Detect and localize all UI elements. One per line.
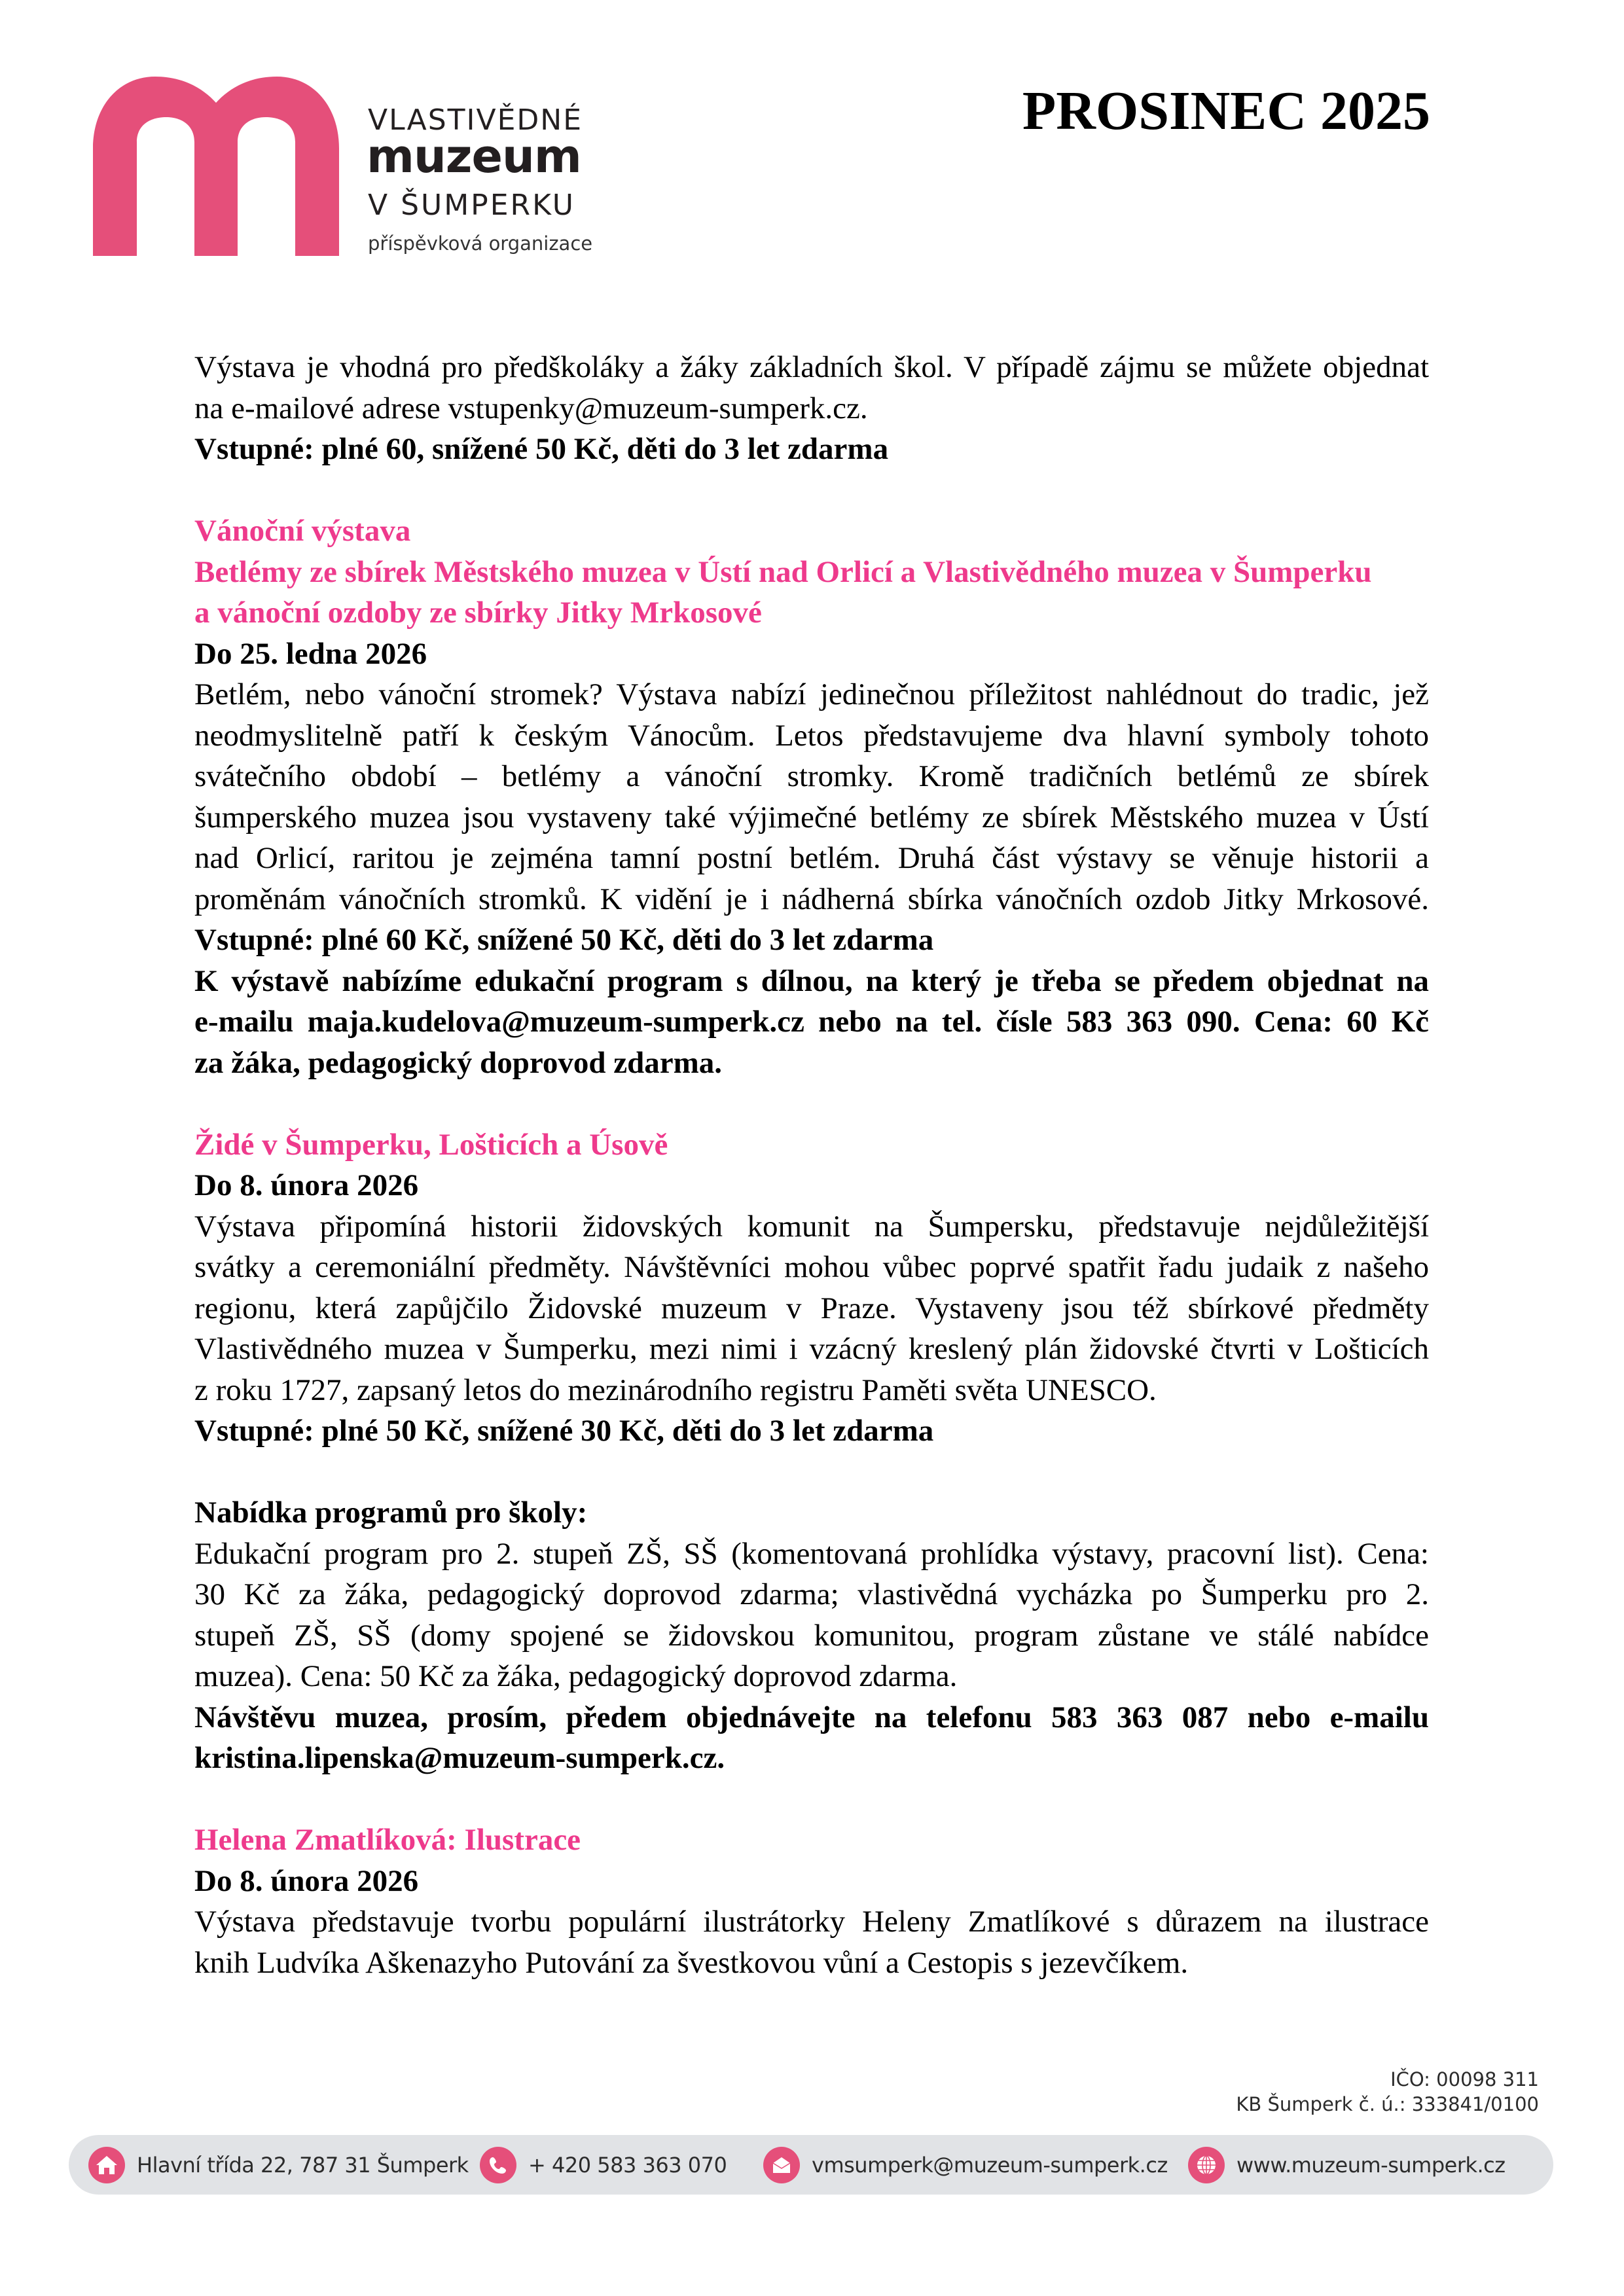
section-text-line: z roku 1727, zapsaný letos do mezinárodního registru Paměti světa UNESCO. bbox=[194, 1372, 1157, 1407]
section-heading: Helena Zmatlíková: Ilustrace bbox=[194, 1823, 581, 1857]
section-christmas-exhibition bbox=[194, 511, 1429, 1083]
section-heading: a vánoční ozdoby ze sbírky Jitky Mrkosové bbox=[194, 596, 762, 630]
section-text-line: Výstava představuje tvorbu populární ilustrátorky Heleny Zmatlíkové s důrazem na ilustrace bbox=[194, 1905, 1429, 1939]
ico-number: IČO: 00098 311 bbox=[1390, 2068, 1539, 2090]
schools-booking-line: Návštěvu muzea, prosím, předem objednávejte na telefonu 583 363 087 nebo e-mailu bbox=[194, 1700, 1429, 1734]
section-text-line: neodmyslitelně patří k českým Vánocům. Letos představujeme dva hlavní symboly tohoto bbox=[194, 718, 1429, 753]
bank-account: KB Šumperk č. ú.: 333841/0100 bbox=[1236, 2093, 1539, 2115]
section-date: Do 8. února 2026 bbox=[194, 1863, 419, 1898]
footer-phone[interactable] bbox=[480, 2135, 727, 2195]
page-title: PROSINEC 2025 bbox=[1022, 81, 1430, 141]
section-text-line: nad Orlicí, raritou je zejména tamní postní betlém. Druhá část výstavy se věnuje historii a bbox=[194, 841, 1429, 875]
footer-contact-bar bbox=[69, 2135, 1553, 2195]
section-admission: Vstupné: plné 50 Kč, snížené 30 Kč, děti do 3 let zdarma bbox=[194, 1414, 934, 1448]
section-text-line: knih Ludvíka Aškenazyho Putování za švestkovou vůní a Cestopis s jezevčíkem. bbox=[194, 1945, 1189, 1980]
section-date: Do 8. února 2026 bbox=[194, 1168, 419, 1202]
phone-text: + 420 583 363 070 bbox=[528, 2152, 727, 2178]
schools-heading: Nabídka programů pro školy: bbox=[194, 1496, 588, 1530]
section-zmatlikova-exhibition bbox=[194, 1820, 1429, 1983]
home-icon bbox=[88, 2147, 125, 2183]
phone-icon bbox=[480, 2147, 516, 2183]
museum-logo-m-icon bbox=[93, 77, 339, 256]
schools-booking-line: kristina.lipenska@muzeum-sumperk.cz. bbox=[194, 1741, 725, 1775]
schools-text-line: 30 Kč za žáka, pedagogický doprovod zdarma; vlastivědná vycházka po Šumperku pro 2. bbox=[194, 1577, 1429, 1611]
intro-line: na e-mailové adrese vstupenky@muzeum-sumperk.cz. bbox=[194, 391, 868, 425]
website-text: www.muzeum-sumperk.cz bbox=[1236, 2152, 1506, 2178]
footer-address bbox=[88, 2135, 469, 2195]
section-text-line: svátky a ceremoniální předměty. Návštěvníci mohou vůbec poprvé spatřit řadu judaik z našeho bbox=[194, 1250, 1429, 1284]
intro-line: Výstava je vhodná pro předškoláky a žáky základních škol. V případě zájmu se můžete objednat bbox=[194, 350, 1429, 384]
section-date: Do 25. ledna 2026 bbox=[194, 636, 427, 671]
footer-website[interactable] bbox=[1188, 2135, 1506, 2195]
logo-line-muzeum: muzeum bbox=[367, 130, 581, 183]
document-body bbox=[194, 347, 1429, 1983]
intro-block bbox=[194, 347, 1429, 470]
schools-text-line: muzea). Cena: 50 Kč za žáka, pedagogický doprovod zdarma. bbox=[194, 1659, 958, 1693]
section-text-line: svátečního období – betlémy a vánoční stromky. Kromě tradičních betlémů ze sbírek bbox=[194, 759, 1429, 793]
section-program-line: e-mailu maja.kudelova@muzeum-sumperk.cz nebo na tel. čísle 583 363 090. Cena: 60 Kč bbox=[194, 1005, 1429, 1039]
schools-text-line: stupeň ZŠ, SŠ (domy spojené se židovskou komunitou, program zůstane ve stálé nabídce bbox=[194, 1618, 1429, 1653]
section-text-line: Betlém, nebo vánoční stromek? Výstava nabízí jedinečnou příležitost nahlédnout do tradic, jež bbox=[194, 677, 1429, 711]
section-text-line: šumperského muzea jsou vystaveny také výjimečné betlémy ze sbírek Městského muzea v Ústí bbox=[194, 800, 1429, 834]
section-text-line: Vlastivědného muzea v Šumperku, mezi nimi i vzácný kreslený plán židovské čtvrti v Lošticích bbox=[194, 1332, 1429, 1366]
section-heading: Betlémy ze sbírek Městského muzea v Ústí nad Orlicí a Vlastivědného muzea v Šumperku bbox=[194, 554, 1372, 589]
section-heading: Židé v Šumperku, Lošticích a Úsově bbox=[194, 1127, 668, 1162]
logo-line-organizace: příspěvková organizace bbox=[368, 232, 593, 255]
section-admission: Vstupné: plné 60 Kč, snížené 50 Kč, děti do 3 let zdarma bbox=[194, 923, 934, 957]
email-text: vmsumperk@muzeum-sumperk.cz bbox=[812, 2152, 1168, 2178]
section-program-line: K výstavě nabízíme edukační program s dílnou, na který je třeba se předem objednat na bbox=[194, 963, 1429, 998]
section-text-line: Výstava připomíná historii židovských komunit na Šumpersku, představuje nejdůležitější bbox=[194, 1209, 1429, 1244]
address-text: Hlavní třída 22, 787 31 Šumperk bbox=[137, 2152, 469, 2178]
registration-info bbox=[1236, 2067, 1539, 2117]
section-text-line: regionu, která zapůjčilo Židovské muzeum v Praze. Vystaveny jsou též sbírkové předměty bbox=[194, 1291, 1429, 1325]
envelope-icon bbox=[763, 2147, 800, 2183]
logo-line-vlastivedne: VLASTIVĚDNÉ bbox=[368, 103, 583, 137]
section-jews-exhibition bbox=[194, 1124, 1429, 1779]
section-heading: Vánoční výstava bbox=[194, 514, 411, 548]
schools-text-line: Edukační program pro 2. stupeň ZŠ, SŠ (komentovaná prohlídka výstavy, pracovní list). Cena: bbox=[194, 1536, 1429, 1571]
intro-admission: Vstupné: plné 60, snížené 50 Kč, děti do 3 let zdarma bbox=[194, 432, 889, 466]
section-text-line: proměnám vánočních stromků. K vidění je i nádherná sbírka vánočních ozdob Jitky Mrkosové. bbox=[194, 882, 1429, 916]
logo-line-v-sumperku: V ŠUMPERKU bbox=[368, 188, 575, 222]
globe-icon bbox=[1188, 2147, 1225, 2183]
section-program-line: za žáka, pedagogický doprovod zdarma. bbox=[194, 1045, 722, 1080]
footer-email[interactable] bbox=[763, 2135, 1168, 2195]
